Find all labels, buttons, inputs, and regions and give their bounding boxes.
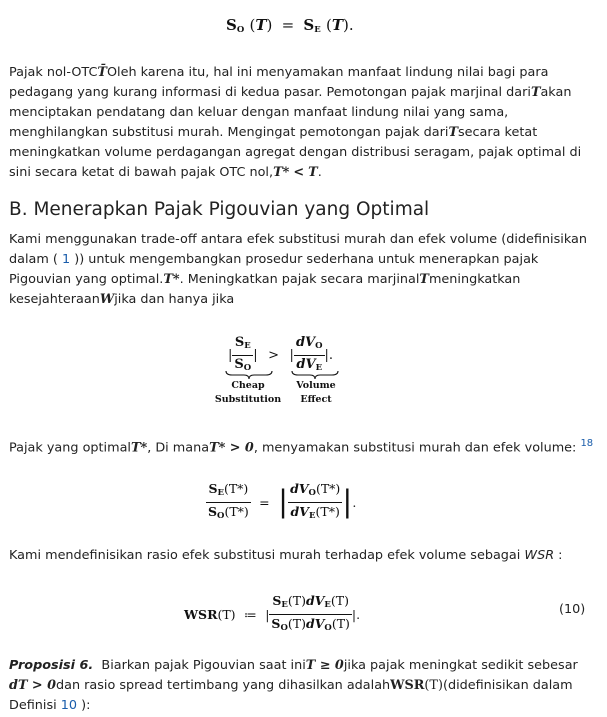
equation-optimal-condition: $\frac{S_E(T*)}{S_O(T*)}$ = | $\frac{dV_O(T*)}{dV_E(T*)}$ |. <box>208 481 357 521</box>
equation-so-equals-se: $S_O$ $(T) = S_E$ (T). <box>226 16 354 35</box>
label-volume-effect <box>286 379 346 407</box>
definition-ref-link[interactable]: 10 <box>60 698 78 713</box>
paragraph-zero-otc-tax: Pajak nol-OTCT̄Oleh karena itu, hal ini menyamakan manfaat lindung nilai bagi para pedagang yang kurang informasi di kedua pasar. Pemotongan pajak marjinal dariTakan menciptakan pendatang dan keluar dengan manfaat lindung nilai yang sama, menghilangkan substitusi murah. Mengingat pemotongan pajak dariTsecara ketat meningkatkan volume perdagangan agregat dengan distribusi seragam, pajak optimal di sini secara ketat di bawah pajak OTC nol,T* < T. <box>9 65 582 180</box>
inequality-cheap-vs-volume: | $\frac{S_E}{S_O}$ | > | $\frac{dV_O}{dV_E}$ |. <box>228 335 334 373</box>
section-heading: B. Menerapkan Pajak Pigouvian yang Optimal <box>9 199 430 220</box>
footnote-18-link[interactable]: 18 <box>580 438 594 449</box>
paragraph-tradeoff: Kami menggunakan trade-off antara efek substitusi murah dan efek volume (didefinisikan dalam ( 1 )) untuk mengembangkan prosedur sederhana untuk menerapkan pajak Pigouvian yang optimal.T*. Meningkatkan pajak secara marjinalTmeningkatkan kesejahteraanWjika dan hanya jika <box>9 232 587 307</box>
equation-wsr: WSR(T) ≔ | $\frac{S_E(T)dV_E(T)}{S_O(T)dV_O(T)}$ |. <box>184 593 361 633</box>
proposition-6: Proposisi 6. Biarkan pajak Pigouvian saat iniT ≥ 0jika pajak meningkat sedikit sebesar dT > 0dan rasio spread tertimbang yang dihasilkan adalahWSR(T)(didefinisikan dalam Definisi 10 ): <box>9 658 578 713</box>
paragraph-optimal-tax: Pajak yang optimalT*, Di manaT* > 0, menyamakan substitusi murah dan efek volume: $^{18}$ <box>9 438 594 456</box>
label-volume: Volume <box>296 380 336 391</box>
label-effect: Effect <box>300 394 332 405</box>
paragraph-wsr-definition: Kami mendefinisikan rasio efek substitusi murah terhadap efek volume sebagai WSR : <box>9 548 563 563</box>
label-cheap: Cheap <box>231 380 265 391</box>
label-cheap-substitution <box>214 379 282 407</box>
equation-ref-link[interactable]: 1 <box>61 252 71 267</box>
equation-number: (10) <box>559 602 586 617</box>
label-substitution: Substitution <box>214 394 282 405</box>
